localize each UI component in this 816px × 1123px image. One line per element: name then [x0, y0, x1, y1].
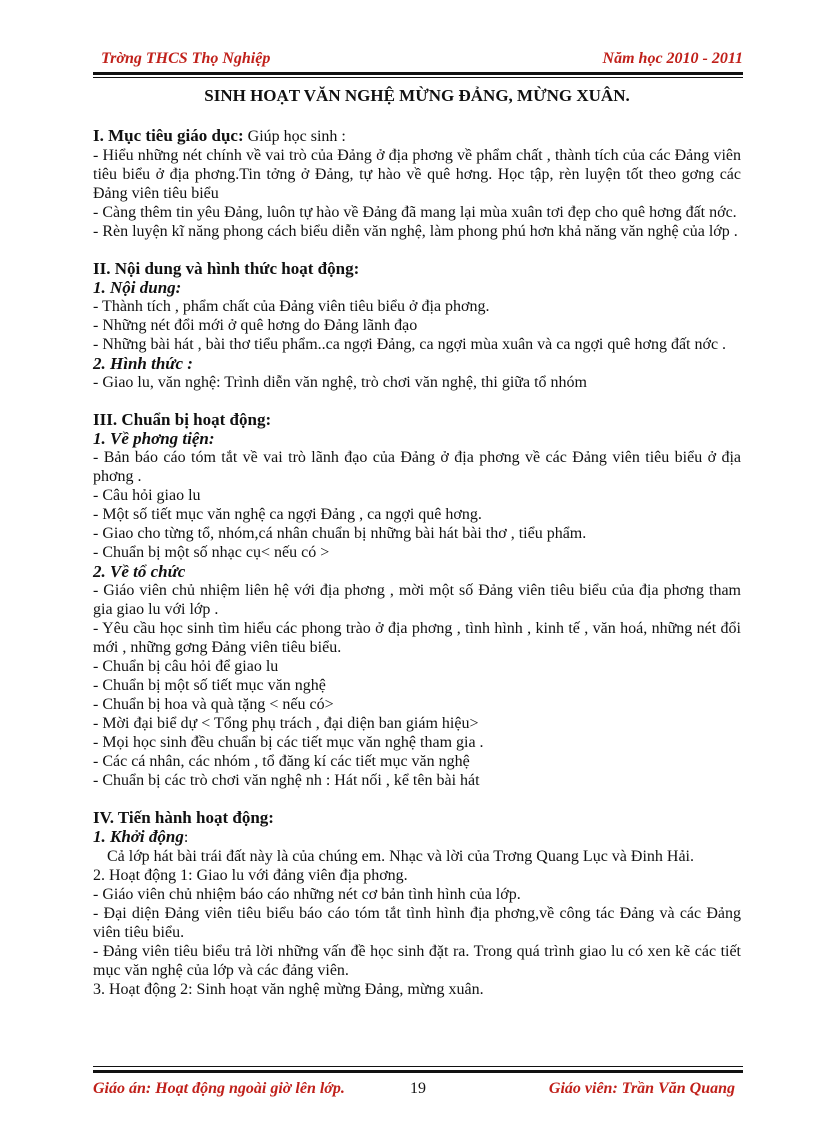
- paragraph: - Một số tiết mục văn nghệ ca ngợi Đảng , ca ngợi quê hơng.: [93, 506, 482, 523]
- header-rule-thick: [93, 72, 743, 75]
- subsection-title: 2. Về tổ chức: [93, 562, 186, 581]
- section-title: IV. Tiến hành hoạt động:: [93, 808, 274, 827]
- school-name: Trờng THCS Thọ Nghiệp: [101, 50, 271, 67]
- paragraph: - Chuẩn bị hoa và quà tặng < nếu có>: [93, 696, 334, 713]
- section-preparation: [93, 410, 741, 790]
- paragraph: - Hiểu những nét chính về vai trò của Đảng ở địa phơng về phẩm chất , thành tích của các Đảng viên tiêu biểu ở địa phơng.Tin tởng ở Đảng, tự hào về quê hơng. Học tập, rèn luyện tốt theo gơng các Đảng viên tiêu biểu: [93, 147, 741, 202]
- section-activities: [93, 808, 741, 999]
- section-objectives-heading: [93, 126, 741, 146]
- paragraph: - Giao lu, văn nghệ: Trình diễn văn nghệ, trò chơi văn nghệ, thi giữa tổ nhóm: [93, 374, 587, 391]
- subsection-suffix: :: [183, 829, 189, 846]
- paragraph: - Những bài hát , bài thơ tiểu phẩm..ca ngợi Đảng, ca ngợi mùa xuân và ca ngợi quê hơng đất nớc .: [93, 336, 727, 353]
- school-year: Năm học 2010 - 2011: [602, 50, 743, 67]
- subsection-heading: [93, 827, 741, 847]
- paragraph: - Chuẩn bị câu hỏi để giao lu: [93, 658, 279, 675]
- subsection-title: 2. Hình thức :: [93, 354, 193, 373]
- paragraph: - Câu hỏi giao lu: [93, 487, 201, 504]
- paragraph: - Càng thêm tin yêu Đảng, luôn tự hào về Đảng đã mang lại mùa xuân tơi đẹp cho quê hơng đất nớc.: [93, 204, 737, 221]
- page-footer: [93, 1060, 743, 1100]
- paragraph: - Chuẩn bị một số nhạc cụ< nếu có >: [93, 544, 330, 561]
- paragraph: Cả lớp hát bài trái đất này là của chúng em. Nhạc và lời của Trơng Quang Lục và Đinh Hải.: [107, 848, 694, 865]
- header-rule-thin: [93, 77, 743, 78]
- paragraph: - Rèn luyện kĩ năng phong cách biểu diễn văn nghệ, làm phong phú hơn khả năng văn nghệ của lớp .: [93, 223, 738, 240]
- teacher-name: Giáo viên: Trần Văn Quang: [548, 1080, 735, 1097]
- section-title: II. Nội dung và hình thức hoạt động:: [93, 259, 360, 278]
- paragraph: - Đảng viên tiêu biểu trả lời những vấn đề học sinh đặt ra. Trong quá trình giao lu có xen kẽ các tiết mục văn nghệ của lớp và các đảng viên.: [93, 943, 741, 979]
- section-title: III. Chuẩn bị hoạt động:: [93, 410, 272, 429]
- paragraph: - Mọi học sinh đều chuẩn bị các tiết mục văn nghệ tham gia .: [93, 734, 484, 751]
- paragraph: - Mời đại biể dự < Tổng phụ trách , đại diện ban giám hiệu>: [93, 715, 479, 732]
- paragraph: - Chuẩn bị một số tiết mục văn nghệ: [93, 677, 326, 694]
- subsection-title: 1. Nội dung:: [93, 278, 182, 297]
- paragraph: 3. Hoạt động 2: Sinh hoạt văn nghệ mừng Đảng, mừng xuân.: [93, 981, 484, 998]
- paragraph: - Thành tích , phẩm chất của Đảng viên tiêu biểu ở địa phơng.: [93, 298, 490, 315]
- section-intro: Giúp học sinh :: [243, 128, 346, 145]
- paragraph: - Những nét đổi mới ở quê hơng do Đảng lãnh đạo: [93, 317, 418, 334]
- subsection-title: 1. Khởi động: [93, 827, 184, 846]
- document-body: [93, 86, 741, 999]
- paragraph: - Đại diện Đảng viên tiêu biểu báo cáo tóm tắt tình hình địa phơng,về công tác Đảng và các Đảng viên tiêu biểu.: [93, 905, 741, 941]
- section-title: I. Mục tiêu giáo dục:: [93, 126, 244, 145]
- lesson-plan-label: Giáo án: Hoạt động ngoài giờ lên lớp.: [93, 1080, 345, 1097]
- page-title: SINH HOẠT VĂN NGHỆ MỪNG ĐẢNG, MỪNG XUÂN.: [204, 86, 630, 105]
- paragraph: - Giao cho từng tổ, nhóm,cá nhân chuẩn bị những bài hát bài thơ , tiểu phẩm.: [93, 525, 587, 542]
- paragraph: 2. Hoạt động 1: Giao lu với đảng viên địa phơng.: [93, 867, 408, 884]
- section-objectives: [93, 126, 741, 241]
- section-content-form: [93, 259, 741, 392]
- footer-rule-thick: [93, 1070, 743, 1073]
- paragraph: - Bản báo cáo tóm tắt về vai trò lãnh đạo của Đảng ở địa phơng về các Đảng viên tiêu biểu ở địa phơng .: [93, 449, 741, 485]
- paragraph: - Chuẩn bị các trò chơi văn nghệ nh : Hát nối , kể tên bài hát: [93, 772, 480, 789]
- paragraph: - Giáo viên chủ nhiệm liên hệ với địa phơng , mời một số Đảng viên tiêu biểu của địa phơng tham gia giao lu với lớp .: [93, 582, 741, 618]
- page-number: 19: [410, 1080, 426, 1097]
- page-header: [93, 0, 743, 90]
- paragraph: - Giáo viên chủ nhiệm báo cáo những nét cơ bản tình hình của lớp.: [93, 886, 521, 903]
- paragraph: - Các cá nhân, các nhóm , tổ đăng kí các tiết mục văn nghệ: [93, 753, 470, 770]
- subsection-title: 1. Về phơng tiện:: [93, 429, 215, 448]
- footer-rule-thin: [93, 1066, 743, 1067]
- paragraph: - Yêu cầu học sinh tìm hiểu các phong trào ở địa phơng , tình hình , kinh tế , văn hoá, những nét đổi mới , những gơng Đảng viên tiêu biểu.: [93, 620, 741, 656]
